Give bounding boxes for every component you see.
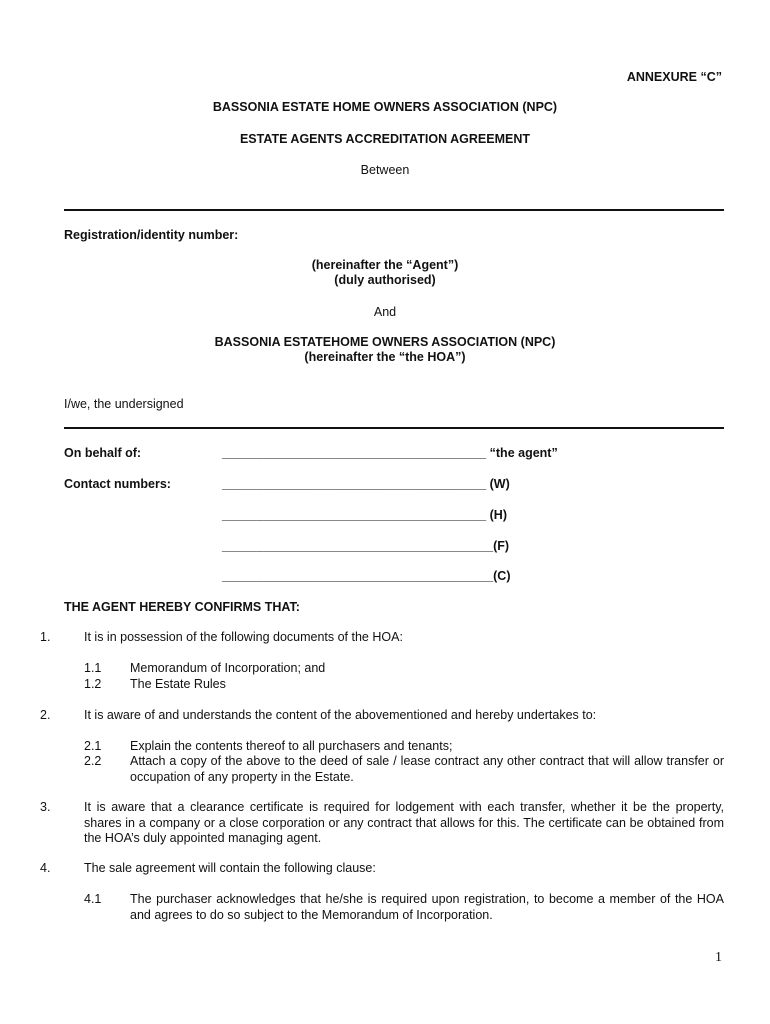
- subclause-text: Attach a copy of the above to the deed of sale / lease contract any other contract that will allow transfer or occupation of any property in the Estate.: [130, 754, 724, 784]
- subclause-number: 2.1: [84, 739, 102, 753]
- clause-number: 4.: [40, 861, 51, 875]
- confirms-heading: THE AGENT HEREBY CONFIRMS THAT:: [64, 600, 300, 614]
- undersigned-text: I/we, the undersigned: [64, 397, 184, 411]
- clause-text: It is aware of and understands the content of the abovementioned and hereby undertakes to:: [84, 708, 597, 722]
- subclause-text: The Estate Rules: [130, 677, 226, 691]
- registration-label: Registration/identity number:: [64, 228, 239, 242]
- subclause-text: Explain the contents thereof to all purchasers and tenants;: [130, 739, 453, 753]
- contact-cell-field[interactable]: _______________________________________(C): [222, 569, 511, 583]
- agent-hereinafter: (hereinafter the “Agent”): [311, 258, 459, 272]
- clause-text: It is aware that a clearance certificate is required for lodgement with each transfer, whether it be the property, shares in a company or a close corporation or any contract that allows for this. The certificate can be obtained from the HOA’s duly appointed managing agent.: [84, 800, 724, 845]
- subclause-number: 1.1: [84, 661, 102, 675]
- clause-number: 2.: [40, 708, 51, 722]
- subclause-number: 2.2: [84, 754, 102, 768]
- on-behalf-field[interactable]: ______________________________________ “the agent”: [222, 446, 558, 460]
- hoa-name: BASSONIA ESTATEHOME OWNERS ASSOCIATION (NPC): [214, 335, 556, 349]
- subclause-number: 4.1: [84, 892, 102, 906]
- org-title: BASSONIA ESTATE HOME OWNERS ASSOCIATION (NPC): [212, 100, 558, 114]
- clause-number: 1.: [40, 630, 51, 644]
- annexure-label: ANNEXURE “C”: [626, 70, 722, 84]
- hoa-hereinafter: (hereinafter the “the HOA”): [304, 350, 466, 364]
- page-number: 1: [715, 950, 722, 965]
- divider-top: [64, 209, 724, 211]
- and-text: And: [373, 305, 397, 319]
- contact-work-field[interactable]: ______________________________________ (W): [222, 477, 510, 491]
- contact-fax-field[interactable]: _______________________________________(F): [222, 539, 510, 553]
- clause-text: The sale agreement will contain the following clause:: [84, 861, 376, 875]
- document-title: ESTATE AGENTS ACCREDITATION AGREEMENT: [239, 132, 531, 146]
- contact-home-field[interactable]: ______________________________________ (H): [222, 508, 507, 522]
- subclause-number: 1.2: [84, 677, 102, 691]
- duly-authorised: (duly authorised): [334, 273, 436, 287]
- clause-text: It is in possession of the following documents of the HOA:: [84, 630, 403, 644]
- between-text: Between: [360, 163, 410, 177]
- divider-middle: [64, 427, 724, 429]
- subclause-text: The purchaser acknowledges that he/she is required upon registration, to become a member of the HOA and agrees to do so subject to the Memorandum of Incorporation.: [130, 892, 724, 922]
- subclause-text: Memorandum of Incorporation; and: [130, 661, 326, 675]
- on-behalf-label: On behalf of:: [64, 446, 142, 460]
- contact-numbers-label: Contact numbers:: [64, 477, 171, 491]
- clause-number: 3.: [40, 800, 51, 814]
